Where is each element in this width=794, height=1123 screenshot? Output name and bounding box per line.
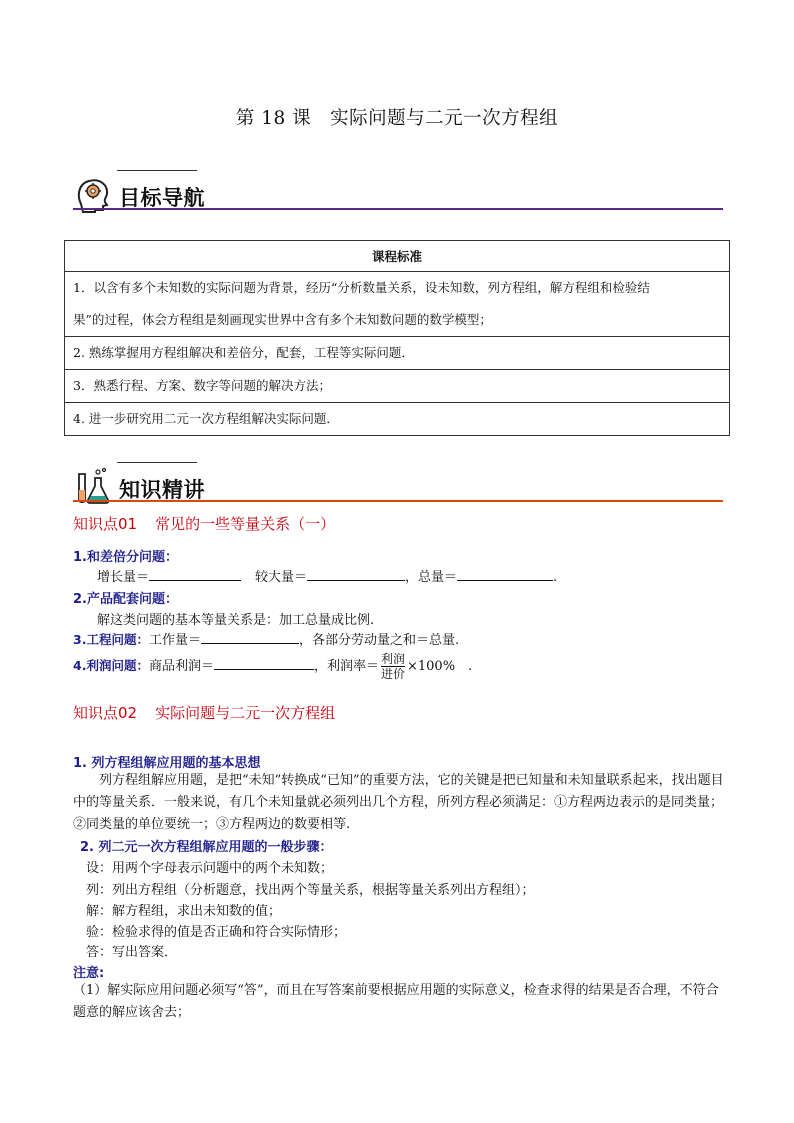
knowledge-point-heading: 知识点01 常见的一些等量关系（一） xyxy=(73,515,336,533)
fraction: $\frac{\text{利润}}{\text{进价}}$ xyxy=(380,652,405,681)
answer-blank xyxy=(307,568,405,581)
section-title: 目标导航 xyxy=(119,186,205,210)
standard-row: 3．熟悉行程、方案、数字等问题的解决方法； xyxy=(65,370,730,403)
answer-blank xyxy=(457,568,553,581)
section-header-goals xyxy=(73,170,723,218)
note-label: 注意: xyxy=(73,966,105,981)
standard-row: 2. 熟练掌握用方程组解决和差倍分，配套，工程等实际问题． xyxy=(65,337,730,370)
fill-in-line: 4.利润问题：商品利润＝ ，利润率＝ $\frac{\text{利润}}{\text{进价}}$ ×100% . xyxy=(73,652,473,681)
section-header-knowledge xyxy=(73,462,723,510)
paragraph: 列方程组解应用题，是把“未知”转换成“已知”的重要方法，它的关键是把已知量和未知量联系起来，找出题目中的等量关系．一般来说，有几个未知量就必须列出几个方程，所列方程必须满足：①方程两边表示的是同类量；②同类量的单位要统一；③方程两边的数要相等. xyxy=(73,773,724,832)
step-line: 设：用两个字母表示问题中的两个未知数； xyxy=(86,861,334,876)
paragraph: （1）解实际应用问题必须写“答”，而且在写答案前要根据应用题的实际意义，检查求得的结果是否合理，不符合题意的解应该舍去； xyxy=(73,983,719,1020)
item-title: 1.和差倍分问题： xyxy=(73,550,178,565)
answer-blank xyxy=(201,631,299,644)
table-header: 课程标准 xyxy=(65,241,730,272)
standard-row: 1．以含有多个未知数的实际问题为背景，经历“分析数量关系，设未知数，列方程组，解方程组和检验结 果”的过程，体会方程组是刻画现实世界中含有多个未知数问题的数学模型； xyxy=(65,272,730,337)
step-line: 解：解方程组，求出未知数的值； xyxy=(86,904,282,919)
curriculum-standard-table xyxy=(64,240,730,436)
answer-blank xyxy=(149,568,241,581)
item-title: 2. 列二元一次方程组解应用题的一般步骤： xyxy=(80,840,333,855)
fill-in-line: 3.工程问题：工作量＝ ，各部分劳动量之和＝总量. xyxy=(73,632,460,648)
knowledge-point-heading: 知识点02 实际问题与二元一次方程组 xyxy=(73,704,336,722)
answer-blank xyxy=(214,657,314,670)
step-line: 答：写出答案． xyxy=(86,945,178,960)
standard-row: 4. 进一步研究用二元一次方程组解决实际问题． xyxy=(65,403,730,436)
step-line: 验：检验求得的值是否正确和符合实际情形； xyxy=(86,925,347,940)
page-title: 第 18 课 实际问题与二元一次方程组 xyxy=(235,108,559,129)
item-title: 2.产品配套问题： xyxy=(73,592,178,607)
section-title: 知识精讲 xyxy=(119,478,205,502)
fill-in-line: 增长量＝ 较大量＝ ，总量＝ . xyxy=(97,570,558,585)
step-line: 列：列出方程组（分析题意，找出两个等量关系，根据等量关系列出方程组）； xyxy=(86,883,535,898)
item-title: 1. 列方程组解应用题的基本思想 xyxy=(73,756,261,771)
item-text: 解这类问题的基本等量关系是：加工总量成比例. xyxy=(97,613,375,628)
